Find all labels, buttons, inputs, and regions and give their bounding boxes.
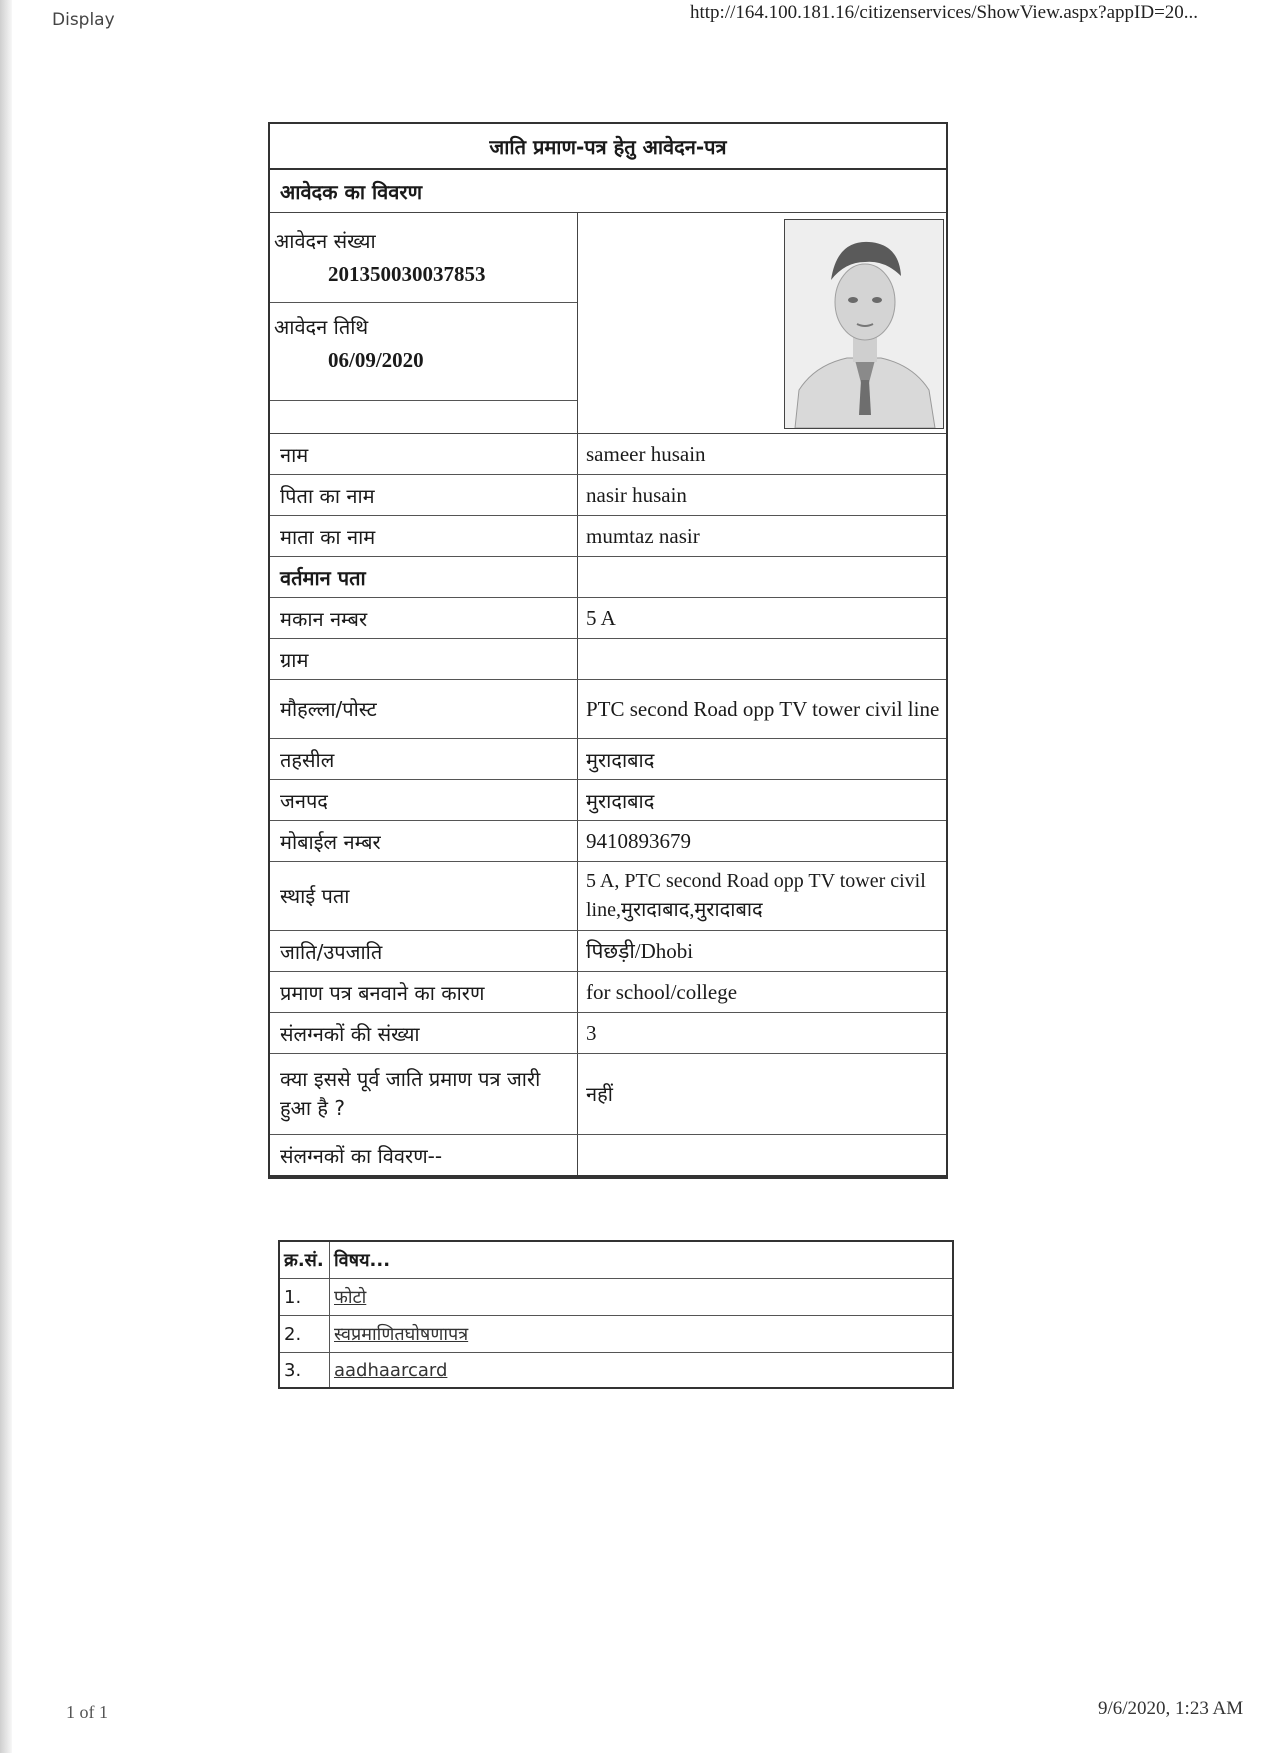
row-value: पिछड़ी/Dhobi — [586, 939, 694, 963]
application-number: 201350030037853 — [328, 262, 486, 286]
applicant-photo — [784, 219, 944, 429]
application-date-label: आवेदन तिथि — [274, 315, 369, 339]
row-value: मुरादाबाद — [586, 747, 655, 772]
application-info — [270, 213, 578, 433]
row-label: संलग्नकों की संख्या — [270, 1013, 578, 1053]
attachment-link[interactable]: aadhaarcard — [334, 1359, 448, 1381]
row-label: मकान नम्बर — [270, 598, 578, 638]
attachments-table — [278, 1240, 954, 1389]
row-value: नहीं — [586, 1081, 613, 1106]
attachment-serial: 3. — [280, 1353, 330, 1387]
application-number-cell — [270, 213, 577, 303]
attachment-link[interactable]: स्वप्रमाणितघोषणापत्र — [334, 1324, 469, 1345]
row-father-name — [270, 475, 946, 516]
row-value: मुरादाबाद — [586, 788, 655, 813]
row-label: मोबाईल नम्बर — [270, 821, 578, 861]
row-value: 5 A — [586, 605, 616, 630]
row-locality-post — [270, 680, 946, 739]
photo-cell — [578, 213, 946, 433]
row-value: 5 A, PTC second Road opp TV tower civil line,मुरादाबाद,मुरादाबाद — [586, 870, 926, 921]
header-url: http://164.100.181.16/citizenservices/ShowView.aspx?appID=20... — [690, 2, 1199, 23]
scan-edge — [0, 0, 12, 1753]
row-value: 9410893679 — [586, 828, 691, 853]
row-attachment-details — [270, 1135, 946, 1177]
attachment-serial: 1. — [280, 1279, 330, 1315]
application-info-block — [270, 213, 946, 434]
row-value: nasir husain — [586, 482, 687, 507]
row-current-address-heading — [270, 557, 946, 598]
row-label: नाम — [270, 434, 578, 474]
section-applicant-details: आवेदक का विवरण — [270, 170, 946, 213]
attachment-link[interactable]: फोटो — [334, 1287, 367, 1308]
print-datetime: 9/6/2020, 1:23 AM — [1098, 1698, 1244, 1719]
attachment-row — [280, 1279, 952, 1316]
applicant-photo-image — [785, 220, 943, 428]
row-label: माता का नाम — [270, 516, 578, 556]
column-header-subject: विषय... — [334, 1250, 391, 1271]
column-header-serial: क्र.सं. — [280, 1242, 330, 1278]
row-tehsil — [270, 739, 946, 780]
header-title: Display — [52, 10, 115, 30]
row-value — [578, 639, 946, 679]
row-value: for school/college — [586, 979, 738, 1004]
row-value: PTC second Road opp TV tower civil line — [586, 696, 940, 721]
form-title: जाति प्रमाण-पत्र हेतु आवेदन-पत्र — [270, 124, 946, 170]
row-value — [578, 1135, 946, 1175]
row-label: पिता का नाम — [270, 475, 578, 515]
row-attachment-count — [270, 1013, 946, 1054]
row-certificate-reason — [270, 972, 946, 1013]
page-number: 1 of 1 — [66, 1702, 108, 1722]
application-date: 06/09/2020 — [328, 348, 424, 372]
row-district — [270, 780, 946, 821]
attachment-row — [280, 1316, 952, 1353]
row-previous-certificate — [270, 1054, 946, 1135]
row-permanent-address — [270, 862, 946, 931]
attachment-serial: 2. — [280, 1316, 330, 1352]
row-village — [270, 639, 946, 680]
row-label: तहसील — [270, 739, 578, 779]
row-value: sameer husain — [586, 441, 706, 466]
row-caste-subcaste — [270, 931, 946, 972]
row-label: ग्राम — [270, 639, 578, 679]
attachments-header-row — [280, 1242, 952, 1279]
row-label: जनपद — [270, 780, 578, 820]
row-value: 3 — [586, 1020, 597, 1045]
row-value: mumtaz nasir — [586, 523, 700, 548]
application-date-cell — [270, 303, 577, 401]
section-current-address: वर्तमान पता — [270, 557, 578, 597]
row-name — [270, 434, 946, 475]
row-label: प्रमाण पत्र बनवाने का कारण — [270, 972, 578, 1012]
row-mother-name — [270, 516, 946, 557]
row-mobile-number — [270, 821, 946, 862]
row-value-empty — [578, 557, 946, 597]
row-label: जाति/उपजाति — [270, 931, 578, 971]
attachment-row — [280, 1353, 952, 1387]
application-form — [268, 122, 948, 1179]
row-label: संलग्नकों का विवरण-- — [270, 1135, 578, 1175]
row-label: स्थाई पता — [270, 862, 578, 930]
row-house-number — [270, 598, 946, 639]
row-label: मौहल्ला/पोस्ट — [270, 680, 578, 738]
row-label: क्या इससे पूर्व जाति प्रमाण पत्र जारी हुआ है ? — [270, 1054, 578, 1134]
application-number-label: आवेदन संख्या — [274, 229, 376, 253]
